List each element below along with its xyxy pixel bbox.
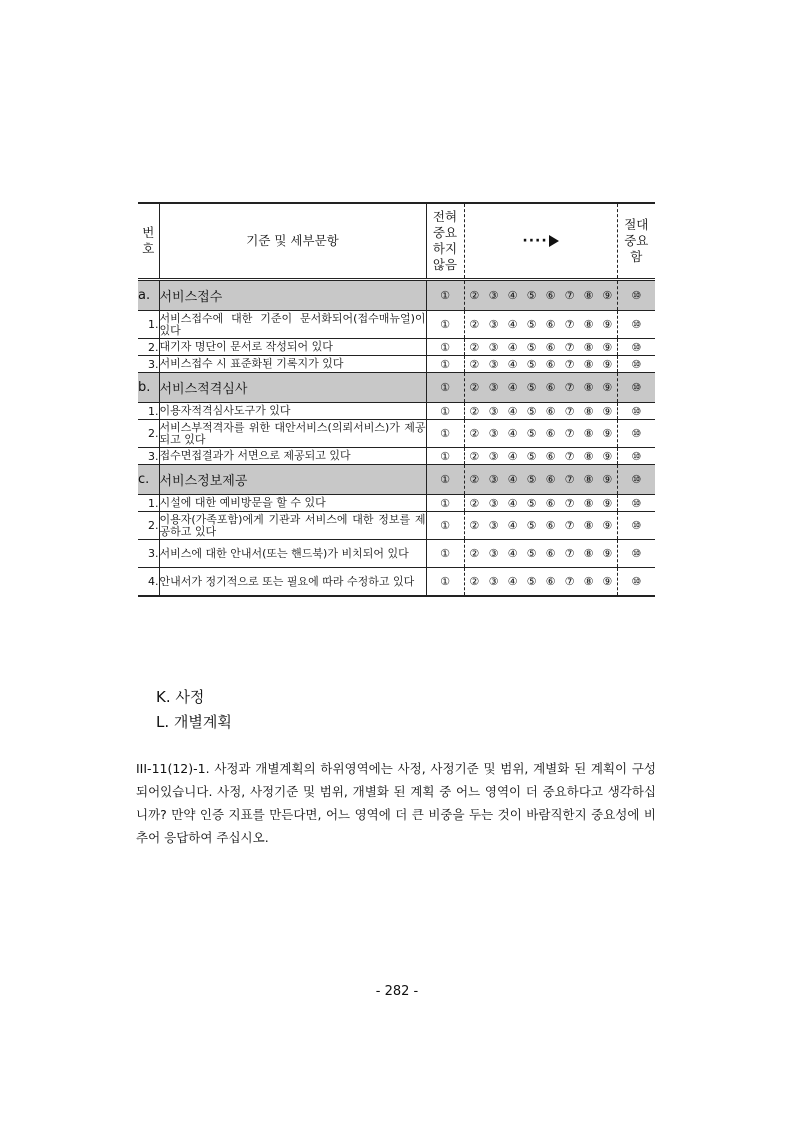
scale-option-1[interactable]: ① [426, 403, 464, 420]
item-text: 서비스접수에 대한 기준이 문서화되어(접수매뉴얼)이 있다 [159, 311, 426, 337]
scale-option-5[interactable]: ⑤ [522, 540, 541, 568]
scale-option-4[interactable]: ④ [503, 448, 522, 465]
scale-option-8[interactable]: ⑧ [579, 339, 598, 356]
scale-option-7[interactable]: ⑦ [560, 465, 579, 495]
scale-option-8[interactable]: ⑧ [579, 512, 598, 540]
scale-option-10[interactable]: ⑩ [617, 403, 655, 420]
question-number: III-11(12)-1. [136, 761, 210, 776]
scale-option-7[interactable]: ⑦ [560, 280, 579, 311]
section-row [138, 373, 655, 403]
scale-option-3[interactable]: ③ [484, 568, 503, 597]
table-row [138, 403, 655, 420]
scale-option-3[interactable]: ③ [484, 311, 503, 339]
scale-option-3[interactable]: ③ [484, 495, 503, 512]
scale-option-1[interactable]: ① [426, 448, 464, 465]
scale-option-3[interactable]: ③ [484, 465, 503, 495]
scale-option-7[interactable]: ⑦ [560, 373, 579, 403]
scale-option-4[interactable]: ④ [503, 420, 522, 448]
item-number: 1. [138, 495, 159, 512]
table-row [138, 540, 655, 568]
scale-option-3[interactable]: ③ [484, 420, 503, 448]
scale-option-9[interactable]: ⑨ [598, 512, 617, 540]
section-row [138, 280, 655, 311]
scale-option-3[interactable]: ③ [484, 448, 503, 465]
subheading-k: K. 사정 [156, 688, 205, 706]
scale-option-8[interactable]: ⑧ [579, 311, 598, 339]
scale-option-7[interactable]: ⑦ [560, 568, 579, 597]
scale-option-3[interactable]: ③ [484, 403, 503, 420]
table-body [138, 280, 655, 597]
page-number: - 282 - [375, 984, 419, 999]
scale-option-9[interactable]: ⑨ [598, 540, 617, 568]
item-text: 이용자적격심사도구가 있다 [159, 403, 426, 420]
scale-option-3[interactable]: ③ [484, 280, 503, 311]
scale-option-6[interactable]: ⑥ [541, 356, 560, 373]
scale-option-7[interactable]: ⑦ [560, 339, 579, 356]
scale-option-5[interactable]: ⑤ [522, 420, 541, 448]
scale-option-5[interactable]: ⑤ [522, 448, 541, 465]
scale-option-5[interactable]: ⑤ [522, 495, 541, 512]
item-text: 서비스에 대한 안내서(또는 핸드북)가 비치되어 있다 [159, 540, 426, 568]
scale-option-1[interactable]: ① [426, 373, 464, 403]
scale-option-6[interactable]: ⑥ [541, 448, 560, 465]
scale-option-10[interactable]: ⑩ [617, 373, 655, 403]
header-criteria: 기준 및 세부문항 [159, 203, 426, 280]
scale-option-8[interactable]: ⑧ [579, 356, 598, 373]
item-number: 1. [138, 311, 159, 339]
scale-option-7[interactable]: ⑦ [560, 540, 579, 568]
item-text: 이용자(가족포함)에게 기관과 서비스에 대한 정보를 제공하고 있다 [159, 512, 426, 538]
scale-option-6[interactable]: ⑥ [541, 403, 560, 420]
scale-option-9[interactable]: ⑨ [598, 465, 617, 495]
scale-option-8[interactable]: ⑧ [579, 373, 598, 403]
header-very-important: 절대 중요 함 [617, 203, 655, 280]
scale-option-4[interactable]: ④ [503, 495, 522, 512]
header-scale-arrow [464, 203, 617, 280]
scale-option-9[interactable]: ⑨ [598, 403, 617, 420]
scale-option-6[interactable]: ⑥ [541, 420, 560, 448]
scale-option-8[interactable]: ⑧ [579, 465, 598, 495]
dotted-arrow-icon: ···· [522, 233, 548, 249]
item-number: 3. [138, 540, 159, 568]
scale-option-4[interactable]: ④ [503, 311, 522, 339]
scale-option-3[interactable]: ③ [484, 339, 503, 356]
scale-option-10[interactable]: ⑩ [617, 356, 655, 373]
scale-option-6[interactable]: ⑥ [541, 339, 560, 356]
survey-table [138, 202, 655, 597]
scale-option-6[interactable]: ⑥ [541, 465, 560, 495]
scale-option-10[interactable]: ⑩ [617, 420, 655, 448]
item-text: 안내서가 정기적으로 또는 필요에 따라 수정하고 있다 [159, 568, 426, 597]
scale-option-1[interactable]: ① [426, 540, 464, 568]
scale-option-10[interactable]: ⑩ [617, 280, 655, 311]
scale-option-5[interactable]: ⑤ [522, 280, 541, 311]
scale-option-7[interactable]: ⑦ [560, 403, 579, 420]
section-label: c. [138, 465, 159, 495]
scale-option-10[interactable]: ⑩ [617, 311, 655, 339]
scale-option-1[interactable]: ① [426, 339, 464, 356]
item-text: 대기자 명단이 문서로 작성되어 있다 [159, 339, 426, 356]
scale-option-9[interactable]: ⑨ [598, 568, 617, 597]
scale-option-2[interactable]: ② [464, 339, 484, 356]
table-row [138, 311, 655, 339]
scale-option-1[interactable]: ① [426, 568, 464, 597]
scale-option-8[interactable]: ⑧ [579, 420, 598, 448]
section-label: a. [138, 280, 159, 311]
table-header-row [138, 203, 655, 280]
scale-option-6[interactable]: ⑥ [541, 540, 560, 568]
scale-option-8[interactable]: ⑧ [579, 280, 598, 311]
scale-option-4[interactable]: ④ [503, 403, 522, 420]
header-not-important: 전혀 중요 하지 않음 [426, 203, 464, 280]
scale-option-8[interactable]: ⑧ [579, 448, 598, 465]
section-label: b. [138, 373, 159, 403]
question-paragraph [136, 757, 656, 849]
scale-option-2[interactable]: ② [464, 280, 484, 311]
table-row [138, 339, 655, 356]
table-row [138, 356, 655, 373]
scale-option-6[interactable]: ⑥ [541, 512, 560, 540]
scale-option-9[interactable]: ⑨ [598, 495, 617, 512]
scale-option-4[interactable]: ④ [503, 339, 522, 356]
scale-option-7[interactable]: ⑦ [560, 311, 579, 339]
scale-option-6[interactable]: ⑥ [541, 568, 560, 597]
scale-option-7[interactable]: ⑦ [560, 356, 579, 373]
header-number: 번 호 [138, 203, 159, 280]
scale-option-2[interactable]: ② [464, 540, 484, 568]
scale-option-1[interactable]: ① [426, 512, 464, 540]
item-number: 2. [138, 339, 159, 356]
scale-option-2[interactable]: ② [464, 403, 484, 420]
question-text: 사정과 개별계획의 하위영역에는 사정, 사정기준 및 범위, 계별화 된 계획이 구성되어있습니다. 사정, 사정기준 및 범위, 개별화 된 계획 중 어느 영역이 더 중요하다고 생각하십니까? 만약 인증 지표를 만든다면, 어느 영역에 더 큰 비중을 두는 것이 바람직한지 중요성에 비추어 응답하여 주십시오. [136, 761, 656, 845]
scale-option-2[interactable]: ② [464, 568, 484, 597]
scale-option-3[interactable]: ③ [484, 373, 503, 403]
scale-option-3[interactable]: ③ [484, 512, 503, 540]
scale-option-1[interactable]: ① [426, 356, 464, 373]
scale-option-6[interactable]: ⑥ [541, 373, 560, 403]
item-text: 서비스접수 시 표준화된 기록지가 있다 [159, 356, 426, 373]
scale-option-1[interactable]: ① [426, 465, 464, 495]
scale-option-8[interactable]: ⑧ [579, 568, 598, 597]
scale-option-9[interactable]: ⑨ [598, 373, 617, 403]
scale-option-5[interactable]: ⑤ [522, 465, 541, 495]
scale-option-5[interactable]: ⑤ [522, 356, 541, 373]
scale-option-4[interactable]: ④ [503, 512, 522, 540]
scale-option-5[interactable]: ⑤ [522, 568, 541, 597]
item-number: 4. [138, 568, 159, 597]
scale-option-9[interactable]: ⑨ [598, 311, 617, 339]
scale-option-5[interactable]: ⑤ [522, 373, 541, 403]
scale-option-4[interactable]: ④ [503, 568, 522, 597]
item-text: 서비스부적격자를 위한 대안서비스(의뢰서비스)가 제공되고 있다 [159, 420, 426, 446]
scale-option-7[interactable]: ⑦ [560, 420, 579, 448]
scale-option-7[interactable]: ⑦ [560, 512, 579, 540]
scale-option-10[interactable]: ⑩ [617, 512, 655, 540]
section-title: 서비스정보제공 [159, 465, 426, 495]
item-number: 3. [138, 356, 159, 373]
scale-option-4[interactable]: ④ [503, 465, 522, 495]
scale-option-8[interactable]: ⑧ [579, 540, 598, 568]
scale-option-7[interactable]: ⑦ [560, 448, 579, 465]
scale-option-2[interactable]: ② [464, 495, 484, 512]
item-number: 1. [138, 403, 159, 420]
item-number: 2. [138, 512, 159, 540]
scale-option-2[interactable]: ② [464, 420, 484, 448]
scale-option-1[interactable]: ① [426, 280, 464, 311]
scale-option-9[interactable]: ⑨ [598, 339, 617, 356]
scale-option-6[interactable]: ⑥ [541, 495, 560, 512]
scale-option-5[interactable]: ⑤ [522, 339, 541, 356]
scale-option-2[interactable]: ② [464, 448, 484, 465]
scale-option-2[interactable]: ② [464, 356, 484, 373]
section-title: 서비스접수 [159, 280, 426, 311]
scale-option-7[interactable]: ⑦ [560, 495, 579, 512]
scale-option-8[interactable]: ⑧ [579, 403, 598, 420]
scale-option-10[interactable]: ⑩ [617, 465, 655, 495]
scale-option-4[interactable]: ④ [503, 373, 522, 403]
scale-option-6[interactable]: ⑥ [541, 311, 560, 339]
scale-option-2[interactable]: ② [464, 311, 484, 339]
scale-option-5[interactable]: ⑤ [522, 403, 541, 420]
item-number: 2. [138, 420, 159, 448]
item-text: 시설에 대한 예비방문을 할 수 있다 [159, 495, 426, 512]
scale-option-9[interactable]: ⑨ [598, 420, 617, 448]
scale-option-1[interactable]: ① [426, 311, 464, 339]
scale-option-2[interactable]: ② [464, 465, 484, 495]
table-row [138, 448, 655, 465]
scale-option-10[interactable]: ⑩ [617, 495, 655, 512]
scale-option-1[interactable]: ① [426, 420, 464, 448]
scale-option-10[interactable]: ⑩ [617, 540, 655, 568]
scale-option-3[interactable]: ③ [484, 356, 503, 373]
table-row [138, 495, 655, 512]
section-row [138, 465, 655, 495]
scale-option-1[interactable]: ① [426, 495, 464, 512]
item-text: 접수면접결과가 서면으로 제공되고 있다 [159, 448, 426, 465]
scale-option-3[interactable]: ③ [484, 540, 503, 568]
section-title: 서비스적격심사 [159, 373, 426, 403]
scale-option-9[interactable]: ⑨ [598, 280, 617, 311]
scale-option-4[interactable]: ④ [503, 356, 522, 373]
scale-option-2[interactable]: ② [464, 512, 484, 540]
scale-option-5[interactable]: ⑤ [522, 512, 541, 540]
table-row [138, 568, 655, 597]
scale-option-10[interactable]: ⑩ [617, 568, 655, 597]
scale-option-4[interactable]: ④ [503, 540, 522, 568]
scale-option-6[interactable]: ⑥ [541, 280, 560, 311]
item-number: 3. [138, 448, 159, 465]
scale-option-2[interactable]: ② [464, 373, 484, 403]
arrow-head-icon [549, 235, 559, 247]
scale-option-10[interactable]: ⑩ [617, 339, 655, 356]
scale-option-8[interactable]: ⑧ [579, 495, 598, 512]
scale-option-9[interactable]: ⑨ [598, 448, 617, 465]
table-row [138, 512, 655, 540]
scale-option-4[interactable]: ④ [503, 280, 522, 311]
scale-option-10[interactable]: ⑩ [617, 448, 655, 465]
scale-option-9[interactable]: ⑨ [598, 356, 617, 373]
scale-option-5[interactable]: ⑤ [522, 311, 541, 339]
table-row [138, 420, 655, 448]
subheading-l: L. 개별계획 [156, 713, 232, 731]
